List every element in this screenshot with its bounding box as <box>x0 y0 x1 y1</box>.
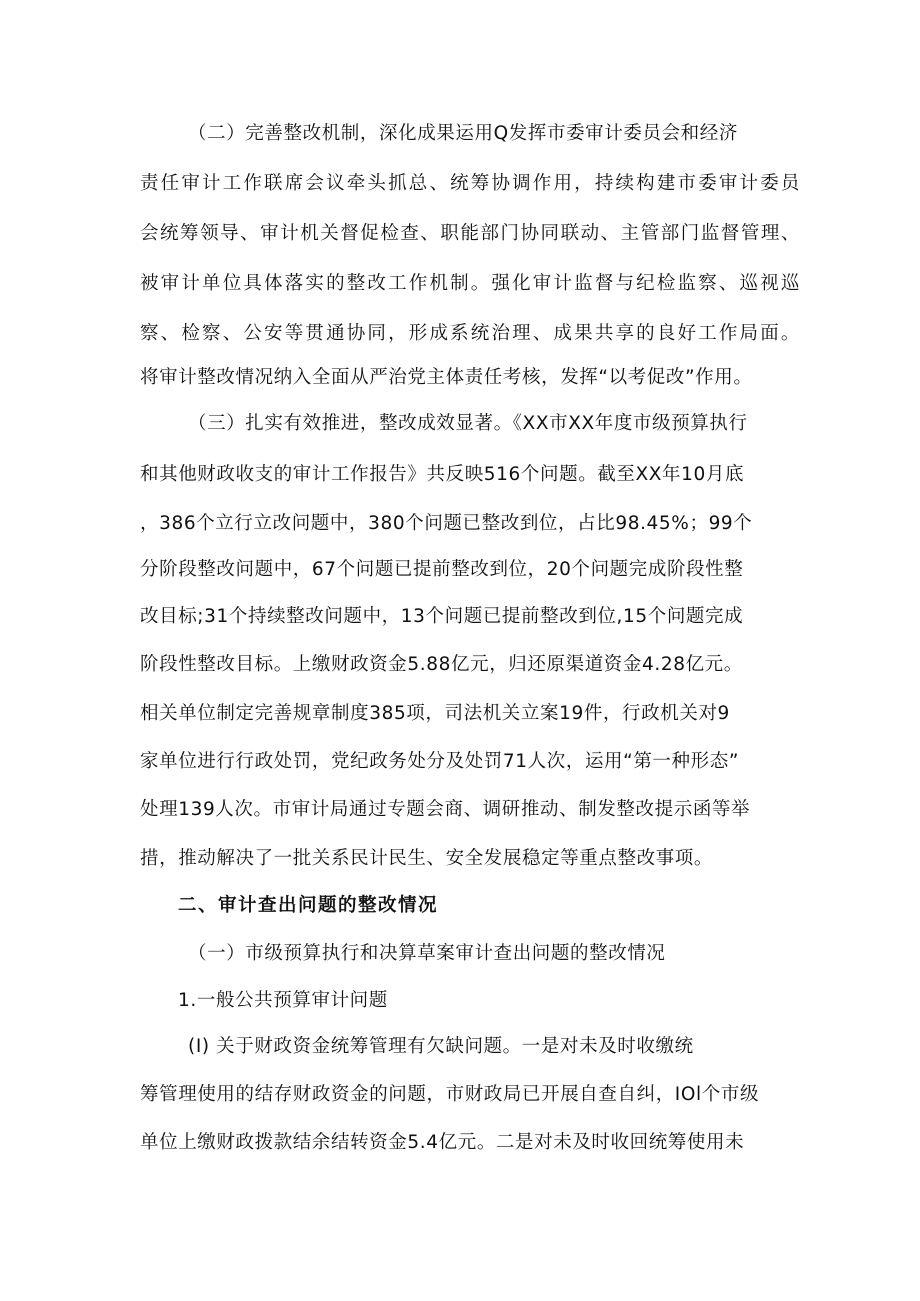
subsection-heading-1: （一）市级预算执行和决算草案审计查出问题的整改情况 <box>188 943 666 964</box>
paragraph-4-line-3: 单位上缴财政拨款结余结转资金5.4亿元。二是对未及时收回统筹使用未 <box>140 1132 745 1153</box>
paragraph-3-line-3: ，386个立行立改问题中，380个问题已整改到位，占比98.45%；99个 <box>140 513 753 534</box>
paragraph-3-line-5: 改目标;31个持续整改问题中，13个问题已提前整改到位,15个问题完成 <box>140 606 744 627</box>
paragraph-3-line-9: 处理139人次。市审计局通过专题会商、调研推动、制发整改提示函等举 <box>140 799 751 820</box>
paragraph-2-line-2: 责任审计工作联席会议牵头抓总、统筹协调作用，持续构建市委审计委员 <box>140 173 800 194</box>
paragraph-4-line-2: 筹管理使用的结存财政资金的问题，市财政局已开展自查自纠，IOl个市级 <box>140 1084 760 1105</box>
paragraph-2-line-1: （二）完善整改机制，深化成果运用Q发挥市委审计委员会和经济 <box>188 123 738 144</box>
paragraph-2-line-4: 被审计单位具体落实的整改工作机制。强化审计监督与纪检监察、巡视巡 <box>140 273 800 294</box>
paragraph-3-line-1: （三）扎实有效推进，整改成效显著。《XX市XX年度市级预算执行 <box>188 413 748 434</box>
paragraph-3-line-7: 相关单位制定完善规章制度385项，司法机关立案19件，行政机关对9 <box>140 703 730 724</box>
paragraph-2-line-6: 将审计整改情况纳入全面从严治党主体责任考核，发挥“以考促改”作用。 <box>140 367 753 388</box>
paragraph-3-line-2: 和其他财政收支的审计工作报告》共反映516个问题。截至XX年10月底 <box>140 464 745 485</box>
paragraph-3-line-6: 阶段性整改目标。上缴财政资金5.88亿元，归还原渠道资金4.28亿元。 <box>140 654 743 675</box>
paragraph-3-line-4: 分阶段整改问题中，67个问题已提前整改到位，20个问题完成阶段性整 <box>140 559 744 580</box>
paragraph-3-line-10: 措，推动解决了一批关系民计民生、安全发展稳定等重点整改事项。 <box>140 848 714 869</box>
paragraph-2-line-3: 会统筹领导、审计机关督促检查、职能部门协同联动、主管部门监督管理、 <box>140 223 800 244</box>
section-heading-2: 二、审计查出问题的整改情况 <box>178 895 439 916</box>
paragraph-3-line-8: 家单位进行行政处罚，党纪政务处分及处罚71人次，运用“第一种形态” <box>140 751 740 772</box>
paragraph-2-line-5: 察、检察、公安等贯通协同，形成系统治理、成果共享的良好工作局面。 <box>140 323 800 344</box>
paragraph-4-line-1: (I) 关于财政资金统筹管理有欠缺问题。一是对未及时收缴统 <box>188 1036 694 1057</box>
item-heading-1: 1.一般公共预算审计问题 <box>178 990 388 1011</box>
